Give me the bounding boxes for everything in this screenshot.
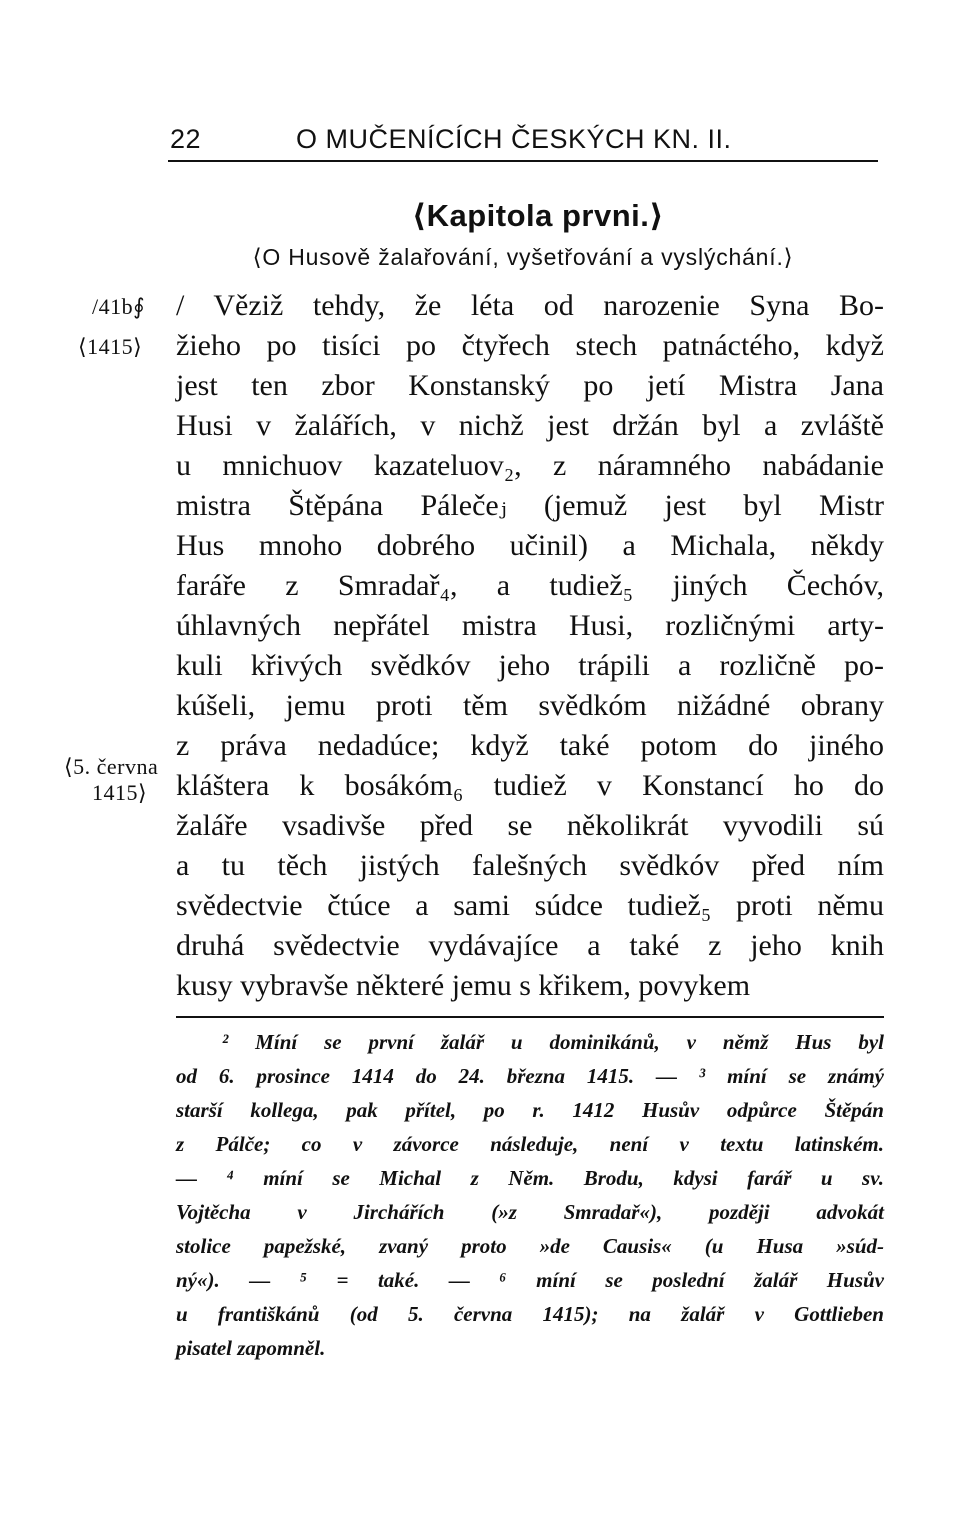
footnote-line: z Pálče; co v závorce následuje, není v textu latinském. [176, 1132, 884, 1156]
body-line: jest ten zbor Konstanský po jetí Mistra Jana [176, 369, 884, 402]
footnote-line: ný«). — ⁵ = také. — ⁶ míní se poslední žalář Husův [176, 1268, 884, 1292]
margin-note-date: ⟨5. června [64, 754, 159, 779]
footnote-line: pisatel zapomněl. [176, 1336, 326, 1360]
body-line: žaláře vsadivše před se několikrát vyvodili sú [176, 809, 884, 842]
margin-note-folio: /41b∮ [92, 294, 146, 319]
body-line: kúšeli, jemu proti těm svědkóm nižádné obrany [176, 689, 884, 722]
body-line: a tu těch jistých falešných svědkóv před ním [176, 849, 884, 882]
footnote-line: od 6. prosince 1414 do 24. března 1415. — ³ míní se známý [176, 1064, 884, 1088]
body-line: Hus mnoho dobrého učinil) a Michala, někdy [176, 529, 884, 562]
footnote-line: starší kollega, pak přítel, po r. 1412 Husův odpůrce Štěpán [176, 1098, 884, 1122]
margin-note-year: ⟨1415⟩ [78, 334, 143, 359]
footnote-line: u františkánů (od 5. června 1415); na žalář v Gottlieben [176, 1302, 884, 1326]
margin-note-date-year: 1415⟩ [92, 780, 148, 805]
footnote-line: — ⁴ míní se Michal z Něm. Brodu, kdysi farář u sv. [176, 1166, 884, 1190]
body-line: kláštera k bosákóm₆ tudiež v Konstancí ho do [176, 769, 884, 802]
footnote-line: stolice papežské, zvaný proto »de Causis« (u Husa »súd- [176, 1234, 884, 1258]
chapter-subtitle: ⟨O Husově žalařování, vyšetřování a vyslýchání.⟩ [252, 244, 794, 270]
body-line: druhá svědectvie vydávajíce a také z jeho knih [176, 929, 884, 962]
body-line: kusy vybravše některé jemu s křikem, povykem [176, 969, 751, 1002]
running-header [168, 124, 878, 162]
footnote-line: ² Míní se první žalář u dominikánů, v němž Hus byl [222, 1030, 884, 1054]
running-title: O MUČENÍCÍCH ČESKÝCH KN. II. [296, 124, 732, 154]
body-line: žieho po tisíci po čtyřech stech patnáctého, když [176, 329, 884, 362]
body-line: faráře z Smradař₄, a tudiež₅ jiných Čechóv, [176, 569, 884, 602]
body-line: z práva nedadúce; když také potom do jiného [176, 729, 884, 762]
body-line: / Věziž tehdy, že léta od narozenie Syna Bo- [176, 289, 884, 322]
footnote-line: Vojtěcha v Jirchářích (»z Smradař«), později advokát [176, 1200, 884, 1224]
chapter-title: ⟨Kapitola prvni.⟩ [411, 198, 665, 233]
body-line: kuli křivých svědkóv jeho trápili a rozličně po- [176, 649, 884, 682]
body-line: u mnichuov kazateluov₂, z náramného nabádanie [176, 449, 884, 482]
body-line: svědectvie čtúce a sami súdce tudiež₅ proti němu [176, 889, 884, 922]
body-line: úhlavných nepřátel mistra Husi, rozličnými arty- [176, 609, 884, 642]
body-line: Husi v žalářích, v nichž jest držán byl a zvláště [176, 409, 884, 442]
page-number: 22 [170, 124, 202, 154]
body-line: mistra Štěpána Pálečeⱼ (jemuž jest byl Mistr [176, 489, 884, 522]
footnote-divider [176, 1016, 884, 1018]
